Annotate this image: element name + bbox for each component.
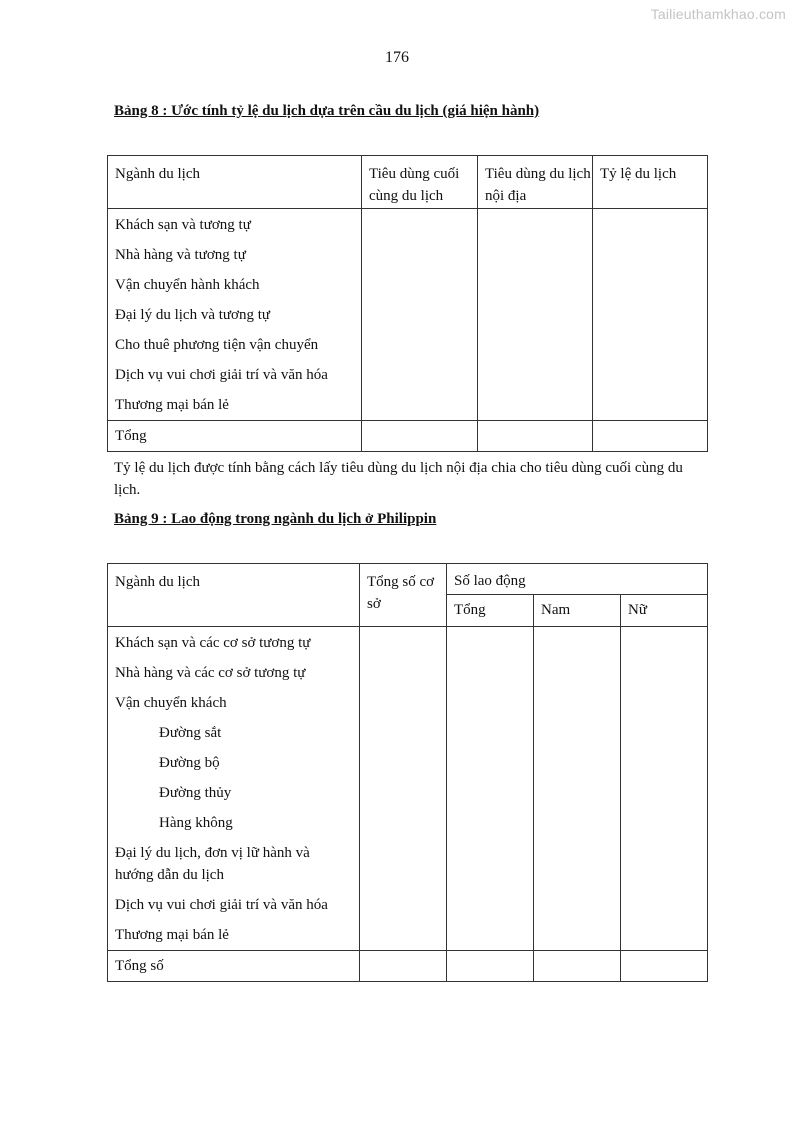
table8-row-label: Đại lý du lịch và tương tự <box>115 307 271 323</box>
table8-cell <box>593 421 708 452</box>
table9-caption: Bảng 9 : Lao động trong ngành du lịch ở Philippin <box>114 511 437 527</box>
table8-sector-list <box>108 209 362 421</box>
table8-row-label: Khách sạn và tương tự <box>115 217 251 233</box>
page-number: 176 <box>385 49 409 66</box>
table9-header-total: Tổng <box>447 595 534 627</box>
table9-row-label: Khách sạn và các cơ sở tương tự <box>115 635 311 651</box>
table9-row-label: Dịch vụ vui chơi giải trí và văn hóa <box>115 897 328 913</box>
table9-cell <box>360 951 447 982</box>
table8-header-tourism-ratio: Tỷ lệ du lịch <box>593 156 708 209</box>
table8-row-label: Vận chuyển hành khách <box>115 277 260 293</box>
table9-header-establishments: Tổng số cơ sở <box>360 564 447 627</box>
table9-header-female: Nữ <box>621 595 708 627</box>
table9-header-sector: Ngành du lịch <box>108 564 360 627</box>
table8-header-final-consumption: Tiêu dùng cuối cùng du lịch <box>362 156 478 209</box>
table8-cell <box>478 421 593 452</box>
table8-cell <box>362 421 478 452</box>
table9-header-male: Nam <box>534 595 621 627</box>
table9-sector-list <box>108 627 360 951</box>
table9-row-label: Đường bộ <box>159 755 220 771</box>
table8-row-label: Nhà hàng và tương tự <box>115 247 246 263</box>
table8-header-domestic-consumption: Tiêu dùng du lịch nội địa <box>478 156 593 209</box>
table9-total-label: Tổng số <box>108 951 360 982</box>
table8-note: Tỷ lệ du lịch được tính bằng cách lấy tiêu dùng du lịch nội địa chia cho tiêu dùng cuối cùng du lịch. <box>114 460 683 498</box>
table8-total-label: Tổng <box>108 421 362 452</box>
table9-row-label: Đường sắt <box>159 725 222 741</box>
table9-cell <box>360 627 447 951</box>
table9-cell <box>447 627 534 951</box>
table8 <box>107 155 708 452</box>
table9-row-label: Nhà hàng và các cơ sở tương tự <box>115 665 306 681</box>
table8-caption: Bảng 8 : Ước tính tỷ lệ du lịch dựa trên cầu du lịch (giá hiện hành) <box>114 103 540 119</box>
table8-row-label: Thương mại bán lẻ <box>115 397 229 413</box>
table8-row-label: Dịch vụ vui chơi giải trí và văn hóa <box>115 367 328 383</box>
table9-row-label: Đại lý du lịch, đơn vị lữ hành và hướng dẫn du lịch <box>115 845 310 883</box>
table9-row-label: Đường thủy <box>159 785 232 801</box>
table8-row-label: Cho thuê phương tiện vận chuyển <box>115 337 319 353</box>
table8-header-sector: Ngành du lịch <box>108 156 362 209</box>
table9-row-label: Thương mại bán lẻ <box>115 927 229 943</box>
table9-cell <box>621 627 708 951</box>
table9-header-workers: Số lao động <box>447 564 708 595</box>
table9-row-label: Hàng không <box>159 815 233 831</box>
table9-row-label: Vận chuyển khách <box>115 695 227 711</box>
table8-cell <box>362 209 478 421</box>
table8-cell <box>478 209 593 421</box>
table9-cell <box>534 627 621 951</box>
table8-cell <box>593 209 708 421</box>
table9-cell <box>621 951 708 982</box>
table9 <box>107 563 708 982</box>
watermark: Tailieuthamkhao.com <box>650 6 786 22</box>
table9-cell <box>447 951 534 982</box>
table9-cell <box>534 951 621 982</box>
